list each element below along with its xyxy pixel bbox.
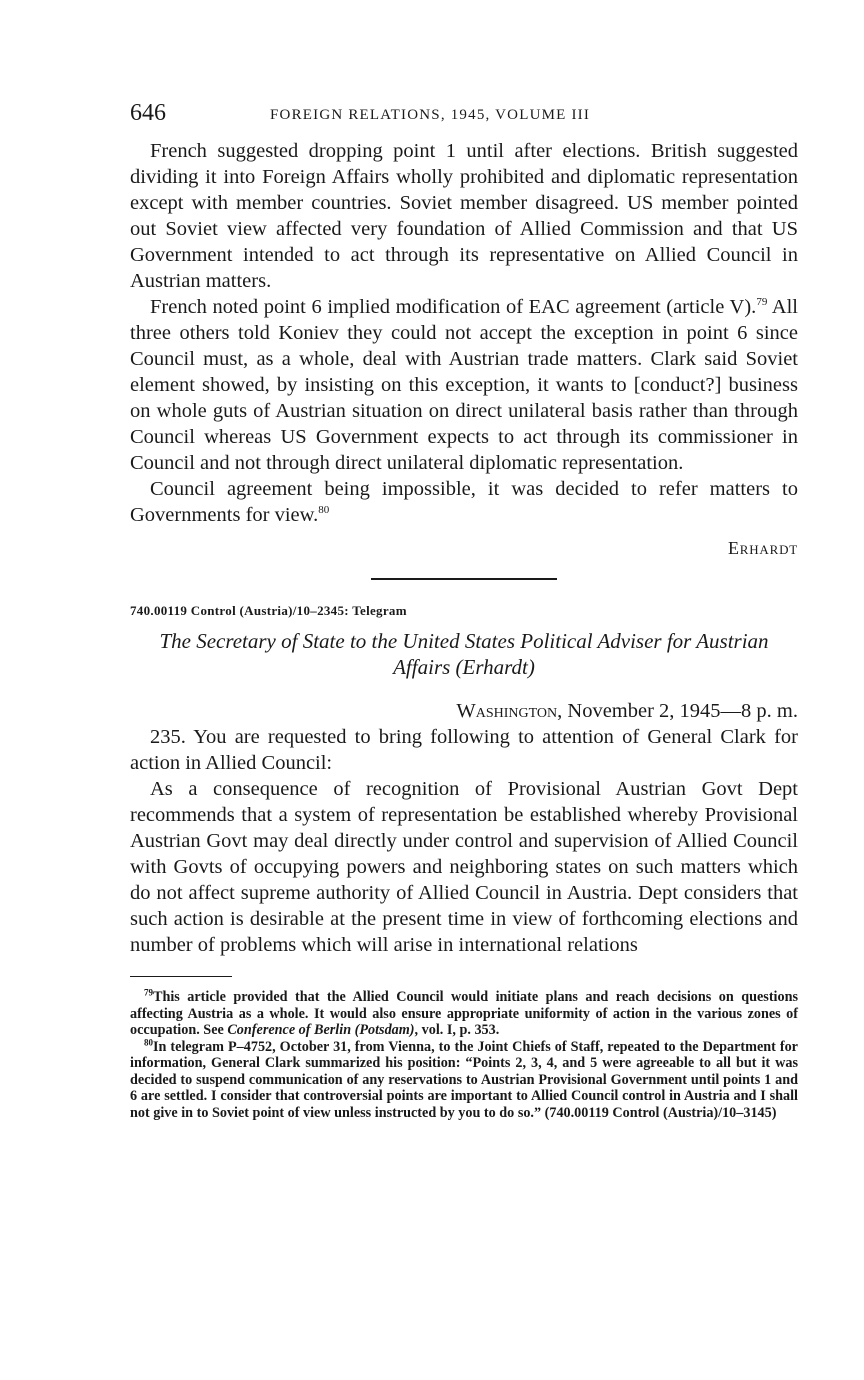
footnote-text: In telegram P–4752, October 31, from Vienna, to the Joint Chiefs of Staff, repeated to the Department for information, General Clark summarized his position: “Points 2, 3, 4, and 5 were agreeable to all but it was decided to suspend communication of any reservations to Austrian Provisional Government until points 1 and 6 are settled. I consider that controversial points are important to Allied Council control in Austria and I shall not give in to Soviet point of view unless instructed by you to do so.” (740.00119 Control (Austria)/10–3145) xyxy=(130,1038,798,1121)
first-document-body xyxy=(130,138,798,528)
footnote-number: 80 xyxy=(144,1036,153,1047)
footnote-80 xyxy=(130,1036,798,1122)
document-title: The Secretary of State to the United States Political Adviser for Austrian Affairs (Erhardt) xyxy=(159,628,769,679)
paragraph-text: French noted point 6 implied modification of EAC agreement (article V). xyxy=(150,296,757,318)
page-number: 646 xyxy=(130,100,166,126)
dateline-place: Washington xyxy=(456,699,558,722)
document-page xyxy=(130,98,798,1121)
footnotes xyxy=(130,989,798,1121)
footnote-79 xyxy=(130,989,798,1039)
footnote-text: This article provided that the Allied Council would initiate plans and reach decisions on questions affecting Austria as a whole. It would also ensure appropriate uniformity of action in the various zones of occupation. See xyxy=(130,989,798,1038)
footnote-text: , vol. I, p. 353. xyxy=(414,1022,500,1038)
paragraph xyxy=(130,294,798,476)
paragraph xyxy=(130,476,798,528)
footnote-reference[interactable]: 79 xyxy=(756,296,768,309)
file-reference: 740.00119 Control (Austria)/10–2345: Telegram xyxy=(130,602,407,618)
dateline-date: , November 2, 1945—8 p. m. xyxy=(557,699,798,722)
footnote-reference[interactable]: 80 xyxy=(318,504,330,517)
signature: Erhardt xyxy=(727,538,798,558)
running-header xyxy=(130,98,798,138)
paragraph xyxy=(130,138,798,294)
paragraph-text: All three others told Koniev they could not accept the exception in point 6 since Council must, as a whole, deal with Austrian trade matters. Clark said Soviet element showed, by insisting on this exception, it wants to [conduct?] business on whole guts of Austrian situation on direct unilateral basis rather than through Council whereas US Government expects to act through its commissioner in Council and not through direct unilateral diplomatic representation. xyxy=(130,296,798,474)
paragraph: 235. You are requested to bring following to attention of General Clark for action in Allied Council: xyxy=(130,725,798,774)
paragraph-text: French suggested dropping point 1 until after elections. British suggested dividing it into Foreign Affairs wholly prohibited and diplomatic representation except with member countries. Soviet member disagreed. US member pointed out Soviet view affected very foundation of Allied Commission and that US Government intended to act through its representative on Allied Council in Austrian matters. xyxy=(130,140,798,292)
dateline xyxy=(130,698,798,724)
paragraph-text: Council agreement being impossible, it was decided to refer matters to Governments for view. xyxy=(130,478,798,526)
section-divider xyxy=(371,578,557,580)
running-title: FOREIGN RELATIONS, 1945, VOLUME III xyxy=(270,107,591,123)
second-document-body xyxy=(130,724,798,958)
footnote-citation-title: Conference of Berlin (Potsdam) xyxy=(227,1022,415,1038)
paragraph: As a consequence of recognition of Provisional Austrian Govt Dept recommends that a system of representation be established whereby Provisional Austrian Govt may deal directly under control and supervision of Allied Council with Govts of occupying powers and neighboring states on such matters which do not affect supreme authority of Allied Council in Austria. Dept considers that such action is desirable at the present time in view of forthcoming elections and number of problems which will arise in international relations xyxy=(130,777,798,956)
footnote-number: 79 xyxy=(144,987,153,998)
footnote-divider xyxy=(130,976,232,978)
